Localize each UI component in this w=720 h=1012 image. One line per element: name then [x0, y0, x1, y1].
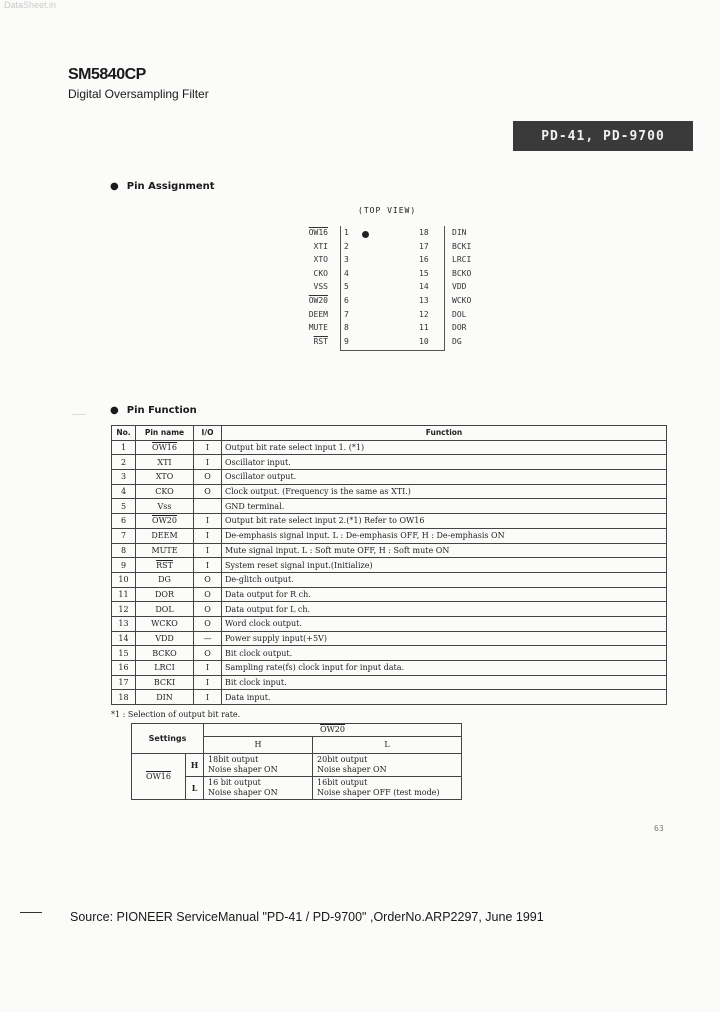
cell-ll: 16bit output Noise shaper OFF (test mode): [313, 777, 462, 800]
pin-function-cell: Output bit rate select input 2.(*1) Refer to OW16: [222, 514, 667, 529]
pin-io-cell: I: [194, 528, 222, 543]
pin-function-cell: GND terminal.: [222, 499, 667, 514]
pin-number-cell: 18: [112, 690, 136, 705]
pin-function-cell: Bit clock input.: [222, 675, 667, 690]
bullet-icon: ●: [110, 405, 119, 416]
pin-io-cell: I: [194, 675, 222, 690]
pin-number-cell: 6: [112, 514, 136, 529]
cell-lh: 16 bit output Noise shaper ON: [204, 777, 313, 800]
source-citation: Source: PIONEER ServiceManual "PD-41 / PD-9700" ,OrderNo.ARP2297, June 1991: [70, 910, 544, 924]
pin-io-cell: I: [194, 440, 222, 455]
ow20-label: OW20: [320, 725, 345, 734]
pin-function-cell: Bit clock output.: [222, 646, 667, 661]
pin-name-cell: BCKO: [136, 646, 194, 661]
pin-name-cell: CKO: [136, 484, 194, 499]
pin-right-name: BCKI: [452, 241, 472, 251]
pin-left-number: 5: [344, 282, 349, 292]
pin-left-name: OW20: [308, 296, 328, 305]
pin-function-title: Pin Function: [126, 405, 197, 416]
pin-right-name: DIN: [452, 228, 467, 237]
pin-right-name: DG: [452, 336, 462, 346]
ow20-l: L: [313, 737, 462, 754]
pin-name-cell: WCKO: [136, 616, 194, 631]
pin-io-cell: I: [194, 661, 222, 676]
pin-left-number: 4: [344, 268, 349, 278]
pin-io-cell: I: [194, 543, 222, 558]
pin-io-cell: I: [194, 455, 222, 470]
table-header-row: [112, 426, 667, 441]
pin-io-cell: O: [194, 484, 222, 499]
pin-number-cell: 2: [112, 455, 136, 470]
cell-hh: 18bit output Noise shaper ON: [204, 754, 313, 777]
pin-number-cell: 15: [112, 646, 136, 661]
pin-name-cell: BCKI: [136, 675, 194, 690]
table-row: [112, 470, 667, 485]
col-pin-name: Pin name: [136, 426, 194, 441]
pin-right-number: 15: [419, 268, 429, 278]
table-row: [112, 528, 667, 543]
pin-number-cell: 4: [112, 484, 136, 499]
pin-row: [0, 269, 720, 283]
pin-number-cell: 3: [112, 470, 136, 485]
pin-function-cell: Oscillator output.: [222, 470, 667, 485]
pin-left-name: $\overline{RST}$: [313, 336, 328, 346]
pin-io-cell: O: [194, 470, 222, 485]
pin-number-cell: 11: [112, 587, 136, 602]
table-row: [112, 661, 667, 676]
pin-row: [0, 323, 720, 337]
pin-function-cell: System reset signal input.(Initialize): [222, 558, 667, 573]
pin-io-cell: O: [194, 587, 222, 602]
table-row: [112, 455, 667, 470]
pin-io-cell: —: [194, 631, 222, 646]
pin-name-cell: DOL: [136, 602, 194, 617]
table-row: [112, 558, 667, 573]
pin-left-number: 2: [344, 241, 349, 251]
pin-io-cell: O: [194, 602, 222, 617]
pin-row: [0, 255, 720, 269]
pin-function-cell: Clock output. (Frequency is the same as XTI.): [222, 484, 667, 499]
ow16-h: H: [186, 754, 204, 777]
pin-assignment-title: Pin Assignment: [126, 181, 215, 192]
pin-left-name: XTO: [313, 255, 328, 265]
table-row: [112, 543, 667, 558]
pin-left-number: 6: [344, 296, 349, 305]
table-row: [112, 675, 667, 690]
pin-right-number: 16: [419, 255, 429, 265]
pin-name-cell: DEEM: [136, 528, 194, 543]
table-row: [112, 616, 667, 631]
models-badge: PD-41, PD-9700: [513, 121, 693, 151]
table-row: [112, 499, 667, 514]
pin-right-name: WCKO: [452, 296, 472, 305]
pin-number-cell: 9: [112, 558, 136, 573]
pin-function-cell: De-emphasis signal input. L : De-emphasis OFF, H : De-emphasis ON: [222, 528, 667, 543]
pin-left-number: 8: [344, 323, 349, 333]
pin-io-cell: I: [194, 558, 222, 573]
pin-io-cell: I: [194, 514, 222, 529]
pin-function-cell: Oscillator input.: [222, 455, 667, 470]
pin-number-cell: 7: [112, 528, 136, 543]
col-no: No.: [112, 426, 136, 441]
pin-function-cell: De-glitch output.: [222, 572, 667, 587]
pin-right-number: 10: [419, 336, 429, 346]
part-description: Digital Oversampling Filter: [68, 87, 209, 101]
pin-left-name: MUTE: [308, 323, 328, 333]
bit-rate-note: *1 : Selection of output bit rate.: [111, 710, 241, 719]
ow20-h: H: [204, 737, 313, 754]
pin-function-cell: Data output for R ch.: [222, 587, 667, 602]
pin-number-cell: 17: [112, 675, 136, 690]
settings-label: Settings: [132, 724, 204, 754]
table-row: [112, 602, 667, 617]
pin-io-cell: O: [194, 616, 222, 631]
scan-mark: [72, 414, 86, 415]
col-io: I/O: [194, 426, 222, 441]
pin-row: [0, 337, 720, 351]
pin-function-cell: Word clock output.: [222, 616, 667, 631]
bullet-icon: ●: [110, 181, 119, 192]
pin-left-number: 9: [344, 336, 349, 346]
pin-right-name: DOR: [452, 323, 467, 333]
pin-name-cell: $\overline{RST}$: [136, 558, 194, 573]
pin-right-name: VDD: [452, 282, 467, 292]
pin-name-cell: MUTE: [136, 543, 194, 558]
col-function: Function: [222, 426, 667, 441]
pin-row: [0, 242, 720, 256]
bit-rate-settings-table: [131, 723, 462, 800]
pin-function-cell: Sampling rate(fs) clock input for input data.: [222, 661, 667, 676]
pin-function-table: [111, 425, 667, 705]
pin-function-cell: Output bit rate select input 1. (*1): [222, 440, 667, 455]
pin-left-number: 1: [344, 228, 349, 237]
pin-io-cell: I: [194, 690, 222, 705]
pin-right-number: 18: [419, 228, 429, 237]
table-row: [112, 631, 667, 646]
ow16-label: OW16: [146, 771, 171, 781]
table-row: [112, 514, 667, 529]
table-row: [112, 646, 667, 661]
pin-name-cell: LRCI: [136, 661, 194, 676]
pin-function-cell: Mute signal input. L : Soft mute OFF, H : Soft mute ON: [222, 543, 667, 558]
pin-row: [0, 296, 720, 310]
pin-right-name: DOL: [452, 309, 467, 319]
pin-right-number: 17: [419, 241, 429, 251]
watermark: DataSheet.in: [4, 0, 57, 10]
pin-name-cell: DIN: [136, 690, 194, 705]
pin-row: [0, 310, 720, 324]
pin-io-cell: O: [194, 572, 222, 587]
table-row: [112, 484, 667, 499]
pin-io-cell: [194, 499, 222, 514]
pin-function-heading: [110, 405, 197, 416]
pin-name-cell: DOR: [136, 587, 194, 602]
table-row: [112, 587, 667, 602]
pin-name-cell: OW20: [136, 514, 194, 529]
footer-rule: [20, 912, 42, 913]
page-number: 63: [654, 824, 664, 833]
pin-left-number: 7: [344, 309, 349, 319]
pin-left-name: CKO: [313, 268, 328, 278]
cell-hl: 20bit output Noise shaper ON: [313, 754, 462, 777]
pin-number-cell: 12: [112, 602, 136, 617]
pin-io-cell: O: [194, 646, 222, 661]
part-number-title: SM5840CP: [68, 66, 146, 83]
pin-right-number: 14: [419, 282, 429, 292]
pin-assignment-heading: [110, 181, 215, 192]
pin-right-name: LRCI: [452, 255, 472, 265]
ow16-l: L: [186, 777, 204, 800]
table-row: [112, 572, 667, 587]
pin-number-cell: 1: [112, 440, 136, 455]
pin-name-cell: Vss: [136, 499, 194, 514]
pin-left-number: 3: [344, 255, 349, 265]
pin-number-cell: 8: [112, 543, 136, 558]
pin-number-cell: 14: [112, 631, 136, 646]
pin-left-name: OW16: [308, 228, 328, 237]
pin-function-cell: Data output for L ch.: [222, 602, 667, 617]
pin-name-cell: XTI: [136, 455, 194, 470]
pin-left-name: XTI: [313, 241, 328, 251]
table-row: [112, 440, 667, 455]
pin-right-number: 11: [419, 323, 429, 333]
pin-right-name: BCKO: [452, 268, 472, 278]
pin-name-cell: DG: [136, 572, 194, 587]
pin-name-cell: XTO: [136, 470, 194, 485]
pin-name-cell: OW16: [136, 440, 194, 455]
pin-right-number: 12: [419, 309, 429, 319]
pin-right-number: 13: [419, 296, 429, 305]
pin-left-name: VSS: [313, 282, 328, 292]
pin-number-cell: 10: [112, 572, 136, 587]
pin-number-cell: 13: [112, 616, 136, 631]
pin-left-name: DEEM: [308, 309, 328, 319]
pin-row: [0, 282, 720, 296]
pin-row: [0, 228, 720, 242]
pin-function-cell: Power supply input(+5V): [222, 631, 667, 646]
top-view-label: (TOP VIEW): [358, 206, 417, 215]
pin-number-cell: 16: [112, 661, 136, 676]
table-row: [112, 690, 667, 705]
pin-name-cell: VDD: [136, 631, 194, 646]
pin-number-cell: 5: [112, 499, 136, 514]
pin-function-cell: Data input.: [222, 690, 667, 705]
